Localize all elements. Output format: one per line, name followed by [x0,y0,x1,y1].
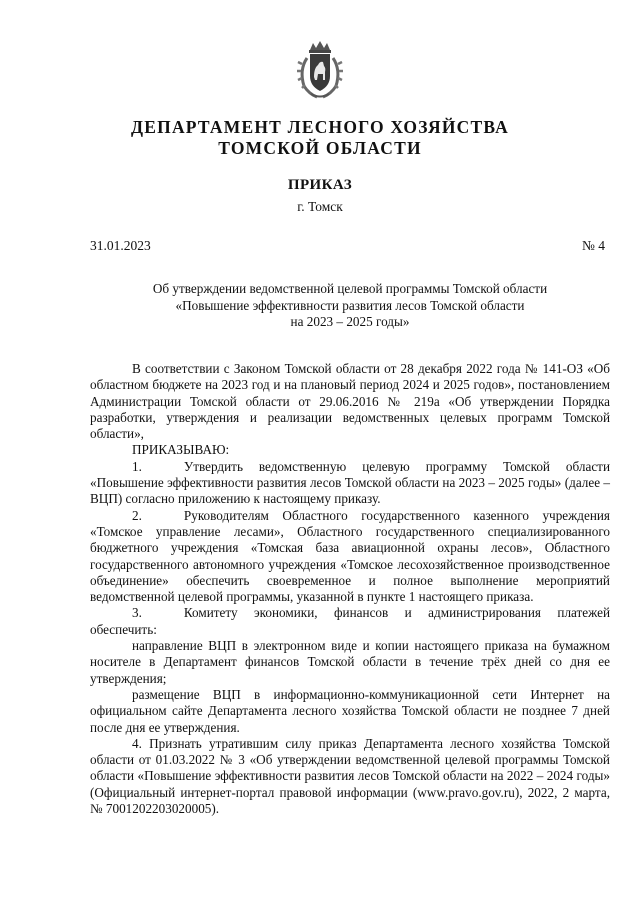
subject-line: «Повышение эффективности развития лесов Томской области [175,297,525,313]
subject-line: на 2023 – 2025 годы» [290,314,410,329]
intro-paragraph: В соответствии с Законом Томской области от 28 декабря 2022 года № 141-ОЗ «Об областном бюджете на 2023 год и на плановый период 2024 и 2025 годов», постановлением Администрации Томской области от 29.06.2016 № 219а «Об утверждении Порядка разработки, утверждения и реализации ведомственных целевых программ Томской области», [90,361,610,442]
item-1 [90,459,610,508]
subject-line: Об утверждении ведомственной целевой программы Томской области [152,281,548,296]
item-2 [90,508,610,606]
item-3b: размещение ВЦП в информационно-коммуникационной сети Интернет на официальном сайте Департамента лесного хозяйства Томской области не позднее 7 дней после дня ее утверждения. [90,686,610,735]
item-3a: направление ВЦП в электронном виде и копии настоящего приказа на бумажном носителе в Департамент финансов Томской области в течение трёх дней со дня ее утверждения; [90,638,610,686]
order-word: ПРИКАЗЫВАЮ: [132,442,230,458]
item-3 [90,605,610,638]
tomsk-coat-of-arms-icon [295,40,345,105]
item-text: Утвердить ведомственную целевую программу Томской области «Повышение эффективности развития лесов Томской области на 2023 – 2025 годы» (далее – ВЦП) согласно приложению к настоящему приказу. [90,458,610,507]
item-text: Комитету экономики, финансов и администрирования платежей обеспечить: [90,605,610,637]
order-date: 31.01.2023 [90,238,151,253]
document-type-title: ПРИКАЗ [287,177,353,193]
order-number: № 4 [581,238,605,253]
order-subject [90,281,610,331]
item-number: 3. [132,605,142,621]
item-number: 1. [132,458,142,474]
department-title-line2: ТОМСКОЙ ОБЛАСТИ [218,138,422,158]
department-title-line1: ДЕПАРТАМЕНТ ЛЕСНОГО ХОЗЯЙСТВА [131,117,509,137]
item-number: 2. [132,507,142,523]
item-text: Руководителям Областного государственного казенного учреждения «Томское управление лесами», Областного государственного специализированного бюджетного учреждения «Томская база авиационной охраны лесов», Областного государственного автономного учреждения «Томское лесохозяйственное производственное объединение» обеспечить своевременное и полное выполнение мероприятий ведомственной целевой программы, указанной в пункте 1 настоящего приказа. [90,507,610,605]
item-4: 4. Признать утратившим силу приказ Департамента лесного хозяйства Томской области от 01.03.2022 № 3 «Об утверждении ведомственной целевой программы Томской области «Повышение эффективности развития лесов Томской области на 2022 – 2024 годы» (Официальный интернет-портал правовой информации (www.pravo.gov.ru), 2022, 2 марта, № 7001202203020005). [90,735,610,817]
city-label: г. Томск [297,199,343,214]
order-body [90,361,610,817]
